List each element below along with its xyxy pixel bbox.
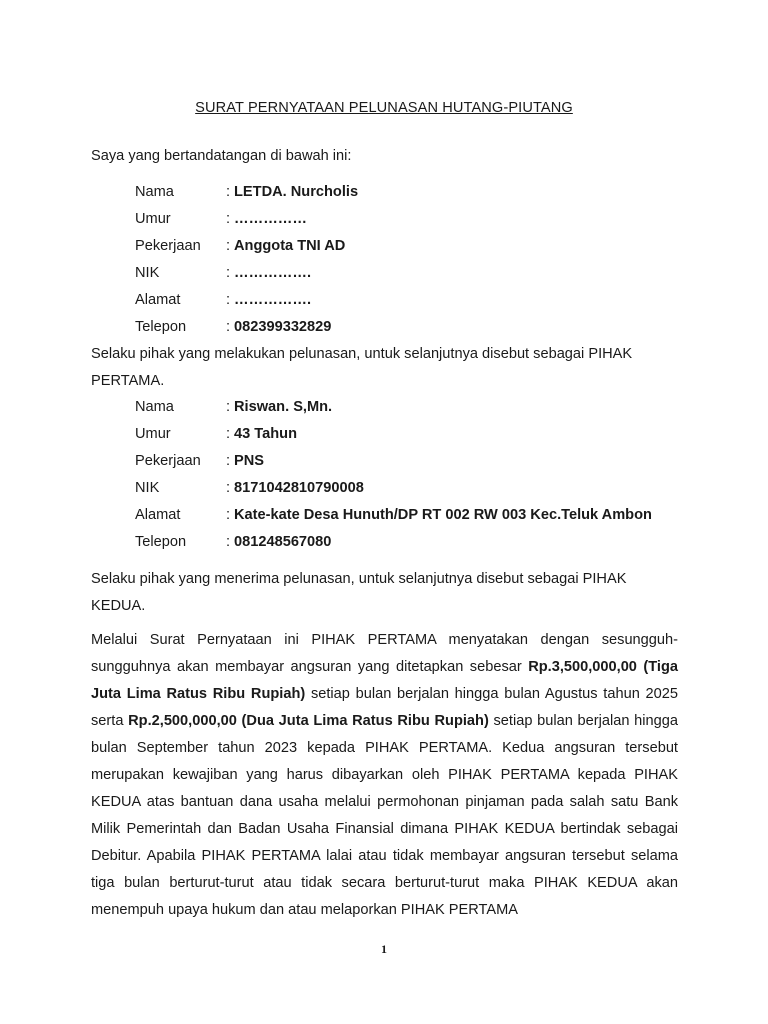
field-colon: : xyxy=(226,480,231,496)
field-value: 081248567080 xyxy=(234,534,332,550)
party2-row-nama xyxy=(135,394,652,421)
field-value: Anggota TNI AD xyxy=(234,238,346,254)
party1-row-umur xyxy=(135,206,358,233)
body-text-1: Melalui Surat Pernyataan ini PIHAK PERTAMA menyatakan dengan sesungguh-sungguhnya akan membayar angsuran yang ditetapkan sebesar xyxy=(91,632,678,675)
party1-row-alamat xyxy=(135,287,358,314)
body-paragraph xyxy=(91,627,678,924)
party2-fields xyxy=(135,394,652,556)
party1-fields xyxy=(135,179,358,341)
body-text-3: setiap bulan berjalan hingga bulan September tahun 2023 kepada PIHAK PERTAMA. Kedua angsuran tersebut merupakan kewajiban yang harus dibayarkan oleh PIHAK PERTAMA kepada PIHAK KEDUA atas bantuan dana usaha melalui permohonan pinjaman pada salah satu Bank Milik Pemerintah dan Badan Usaha Finansial dimana PIHAK KEDUA bertindak sebagai Debitur. Apabila PIHAK PERTAMA lalai atau tidak membayar angsuran tersebut selama tiga bulan berturut-turut atau tidak secara berturut-turut maka PIHAK KEDUA akan menempuh upaya hukum dan atau melaporkan PIHAK PERTAMA xyxy=(91,713,678,918)
field-value: PNS xyxy=(234,453,265,469)
field-value: ……………. xyxy=(234,292,312,308)
field-label: Telepon xyxy=(135,534,187,550)
field-label: Alamat xyxy=(135,507,181,523)
amount-1: Rp.3,500,000,00 (Tiga Juta Lima Ratus Ribu Rupiah) xyxy=(91,659,678,702)
field-colon: : xyxy=(226,211,231,227)
field-label: Nama xyxy=(135,184,174,200)
field-label: Pekerjaan xyxy=(135,238,201,254)
field-colon: : xyxy=(226,399,231,415)
field-label: NIK xyxy=(135,265,160,281)
field-label: Alamat xyxy=(135,292,181,308)
intro-text: Saya yang bertandatangan di bawah ini: xyxy=(91,148,352,164)
party2-row-nik xyxy=(135,475,652,502)
party1-row-nik xyxy=(135,260,358,287)
page-number: 1 xyxy=(381,942,387,956)
field-colon: : xyxy=(226,184,231,200)
field-label: Umur xyxy=(135,426,171,442)
field-value: …………… xyxy=(234,211,307,227)
field-label: Pekerjaan xyxy=(135,453,201,469)
field-value: Kate-kate Desa Hunuth/DP RT 002 RW 003 Kec.Teluk Ambon xyxy=(234,507,652,523)
field-label: NIK xyxy=(135,480,160,496)
field-value: Riswan. S,Mn. xyxy=(234,399,333,415)
field-colon: : xyxy=(226,238,231,254)
party2-row-alamat xyxy=(135,502,652,529)
field-value: ……………. xyxy=(234,265,312,281)
party1-row-telepon xyxy=(135,314,358,341)
field-colon: : xyxy=(226,534,231,550)
party2-row-pekerjaan xyxy=(135,448,652,475)
body-text-2: setiap bulan berjalan hingga bulan Agustus tahun 2025 serta xyxy=(91,686,678,729)
party2-row-umur xyxy=(135,421,652,448)
field-colon: : xyxy=(226,265,231,281)
field-colon: : xyxy=(226,292,231,308)
field-label: Nama xyxy=(135,399,174,415)
field-value: LETDA. Nurcholis xyxy=(234,184,359,200)
field-colon: : xyxy=(226,319,231,335)
party2-role-text: Selaku pihak yang menerima pelunasan, untuk selanjutnya disebut sebagai PIHAK KEDUA. xyxy=(91,571,627,614)
field-colon: : xyxy=(226,426,231,442)
field-value: 43 Tahun xyxy=(234,426,297,442)
field-colon: : xyxy=(226,507,231,523)
party1-row-pekerjaan xyxy=(135,233,358,260)
document-title: SURAT PERNYATAAN PELUNASAN HUTANG-PIUTANG xyxy=(195,100,573,116)
party1-row-nama xyxy=(135,179,358,206)
field-label: Telepon xyxy=(135,319,187,335)
field-colon: : xyxy=(226,453,231,469)
amount-2: Rp.2,500,000,00 (Dua Juta Lima Ratus Ribu Rupiah) xyxy=(128,713,489,729)
field-label: Umur xyxy=(135,211,171,227)
field-value: 8171042810790008 xyxy=(234,480,364,496)
party1-role-text: Selaku pihak yang melakukan pelunasan, untuk selanjutnya disebut sebagai PIHAK PERTAMA. xyxy=(91,346,633,389)
party2-row-telepon xyxy=(135,529,652,556)
field-value: 082399332829 xyxy=(234,319,332,335)
